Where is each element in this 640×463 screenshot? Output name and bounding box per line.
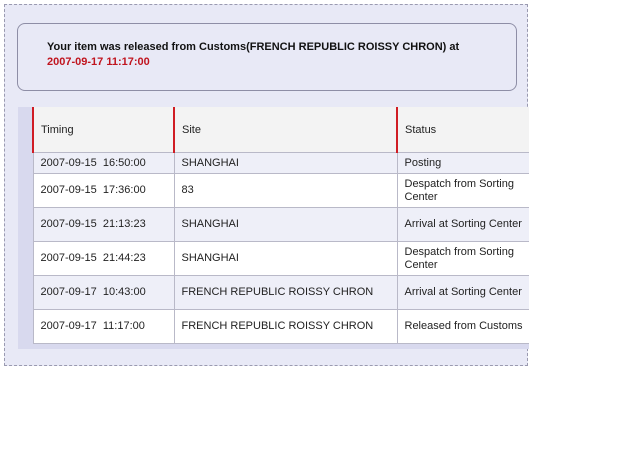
status-message-date: 2007-09-17 11:17:00 (47, 56, 150, 68)
table-row (33, 153, 529, 174)
cell-timing: 2007-09-15 17:36:00 (33, 174, 174, 208)
cell-status: Posting (397, 153, 529, 174)
cell-site: FRENCH REPUBLIC ROISSY CHRON (174, 310, 397, 344)
table-row (33, 208, 529, 242)
table-row (33, 174, 529, 208)
tracking-table-container (18, 107, 529, 349)
cell-timing: 2007-09-15 21:13:23 (33, 208, 174, 242)
status-message-text: Your item was released from Customs(FRENCH REPUBLIC ROISSY CHRON) at (47, 41, 460, 53)
column-header-timing: Timing (33, 107, 174, 153)
cell-timing: 2007-09-15 21:44:23 (33, 242, 174, 276)
table-row (33, 242, 529, 276)
status-message-box (17, 23, 517, 91)
tracking-table (32, 107, 529, 344)
cell-site: SHANGHAI (174, 242, 397, 276)
cell-timing: 2007-09-17 11:17:00 (33, 310, 174, 344)
cell-site: SHANGHAI (174, 208, 397, 242)
table-header-row (33, 107, 529, 153)
cell-status: Arrival at Sorting Center (397, 276, 529, 310)
column-header-status: Status (397, 107, 529, 153)
cell-site: 83 (174, 174, 397, 208)
cell-status: Despatch from Sorting Center (397, 242, 529, 276)
tracking-panel (4, 4, 528, 366)
cell-status: Released from Customs (397, 310, 529, 344)
table-row (33, 276, 529, 310)
cell-timing: 2007-09-15 16:50:00 (33, 153, 174, 174)
cell-status: Arrival at Sorting Center (397, 208, 529, 242)
cell-timing: 2007-09-17 10:43:00 (33, 276, 174, 310)
cell-site: SHANGHAI (174, 153, 397, 174)
column-header-site: Site (174, 107, 397, 153)
cell-site: FRENCH REPUBLIC ROISSY CHRON (174, 276, 397, 310)
table-row (33, 310, 529, 344)
cell-status: Despatch from Sorting Center (397, 174, 529, 208)
